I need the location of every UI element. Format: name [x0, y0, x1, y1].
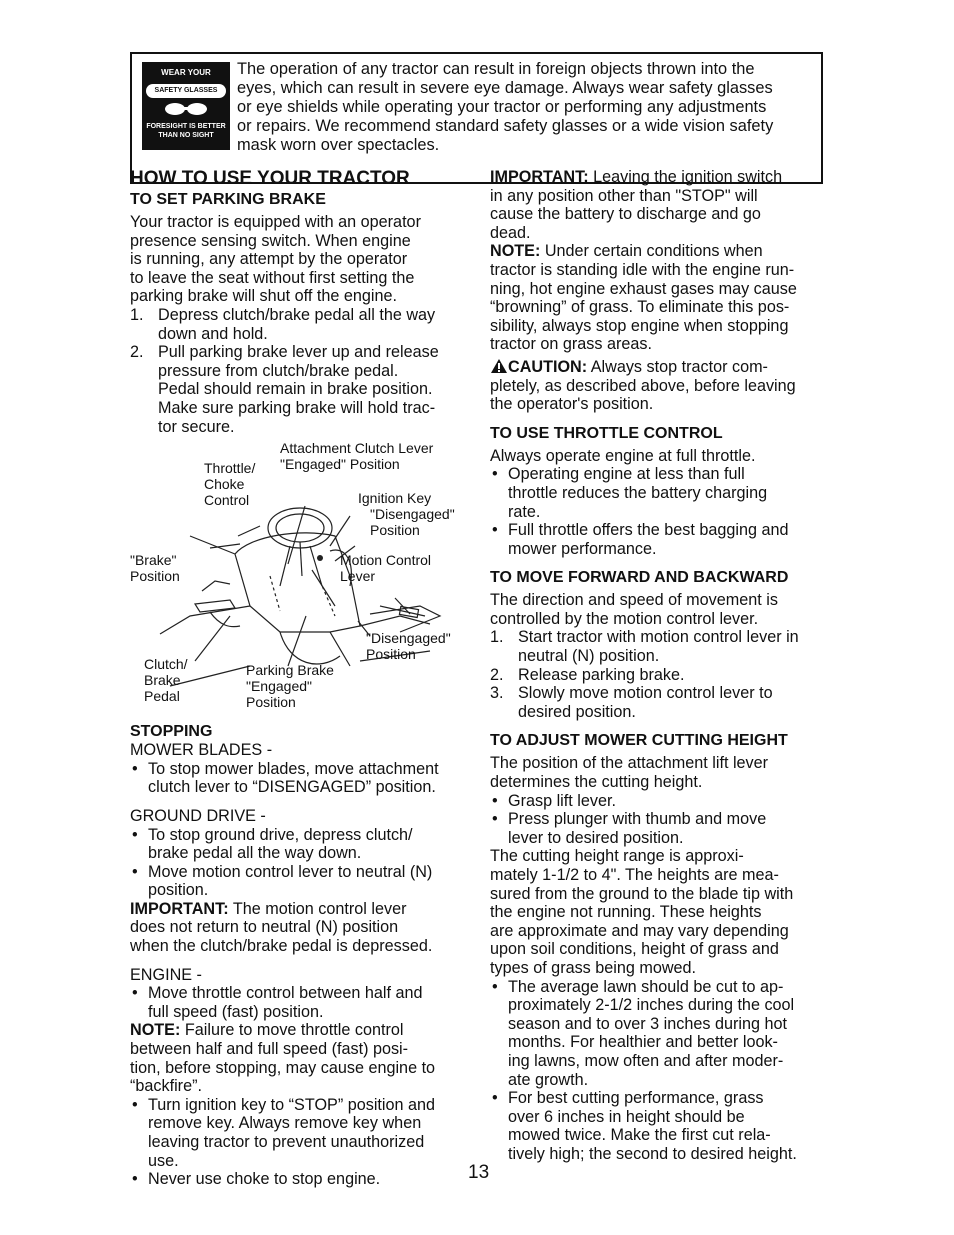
- text-line: To stop ground drive, depress clutch/: [148, 825, 413, 844]
- figure-label-line: Ignition Key: [358, 490, 432, 507]
- ground-drive-heading: GROUND DRIVE -: [130, 806, 266, 825]
- section-title: HOW TO USE YOUR TRACTOR: [130, 168, 410, 189]
- note-right: [490, 242, 830, 354]
- move-step-3: [490, 684, 830, 721]
- cutting-range-text: [490, 847, 830, 977]
- adjust-bullet: [490, 792, 830, 811]
- figure-label-line: Attachment Clutch Lever: [280, 440, 434, 457]
- text-line: when the clutch/brake pedal is depressed.: [130, 937, 433, 956]
- step-number: 1.: [490, 628, 504, 647]
- text-line: season and to over 3 inches during hot: [508, 1014, 787, 1033]
- label-throttle-choke: [204, 460, 255, 508]
- note-label: NOTE:: [130, 1021, 181, 1040]
- text-line: types of grass being mowed.: [490, 958, 697, 977]
- safety-line: mask worn over spectacles.: [237, 136, 440, 154]
- text-line: the engine not running. These heights: [490, 903, 762, 922]
- text-line: The motion control lever: [228, 899, 407, 918]
- bullet-dot: •: [132, 825, 138, 844]
- figure-label-line: "Brake": [130, 552, 177, 569]
- safety-icon-top-text: WEAR YOUR: [161, 68, 211, 77]
- adjust-bullet: [490, 810, 830, 847]
- text-line: over 6 inches in height should be: [508, 1107, 745, 1126]
- safety-line: eyes, which can result in severe eye damage. Always wear safety glasses: [237, 79, 773, 97]
- text-line: down and hold.: [158, 324, 268, 343]
- text-line: Never use choke to stop engine.: [148, 1170, 381, 1189]
- mower-bullet: [130, 760, 470, 797]
- figure-label-line: Position: [366, 646, 416, 663]
- figure-label-line: Throttle/: [204, 460, 256, 477]
- ground-bullet: [130, 826, 470, 863]
- text-line: mately 1-1/2 to 4". The heights are mea-: [490, 866, 779, 884]
- figure-label-line: Position: [130, 568, 180, 585]
- note-label: NOTE:: [490, 242, 541, 261]
- parking-step-2: [130, 343, 470, 436]
- text-line: Start tractor with motion control lever in: [518, 628, 799, 647]
- text-line: leaving tractor to prevent unauthorized: [148, 1133, 425, 1151]
- tractor-controls-figure: [130, 436, 470, 722]
- text-line: clutch lever to “DISENGAGED” position.: [148, 778, 436, 797]
- text-line: tively high; the second to desired height.: [508, 1144, 797, 1163]
- label-attachment-clutch: [280, 440, 433, 472]
- text-line: Make sure parking brake will hold trac-: [158, 398, 436, 417]
- adjust-heading: TO ADJUST MOWER CUTTING HEIGHT: [490, 732, 788, 750]
- text-line: Leaving the ignition switch: [588, 168, 783, 186]
- note-left: [130, 1021, 470, 1095]
- text-line: sured from the ground to the blade tip with: [490, 884, 794, 903]
- parking-brake-text: [130, 213, 470, 306]
- text-line: Operating engine at less than full: [508, 465, 745, 484]
- safety-notice-text: [237, 60, 822, 155]
- figure-label-line: Control: [204, 492, 250, 509]
- mower-blades-heading: MOWER BLADES -: [130, 741, 273, 760]
- text-line: months. For healthier and better look-: [508, 1033, 778, 1052]
- throttle-intro: Always operate engine at full throttle.: [490, 446, 756, 465]
- bullet-dot: •: [492, 521, 498, 540]
- caution-note: [490, 358, 830, 414]
- page-number: 13: [468, 1162, 490, 1183]
- text-line: Failure to move throttle control: [180, 1021, 404, 1040]
- warning-triangle-icon: [490, 358, 508, 374]
- text-line: throttle reduces the battery charging: [508, 483, 768, 502]
- text-line: Your tractor is equipped with an operator: [130, 213, 421, 231]
- bullet-dot: •: [132, 759, 138, 778]
- step-number: 2.: [130, 343, 144, 362]
- text-line: ing lawns, mow often and after moder-: [508, 1051, 784, 1070]
- text-line: tractor is standing idle with the engine run-: [490, 260, 795, 279]
- figure-label-line: Parking Brake: [246, 662, 334, 679]
- left-column: [130, 168, 470, 1189]
- step-number: 1.: [130, 305, 144, 324]
- text-line: Move throttle control between half and: [148, 984, 423, 1003]
- figure-label-line: Lever: [340, 568, 376, 585]
- stopping-heading: STOPPING: [130, 723, 213, 741]
- text-line: tion, before stopping, may cause engine to: [130, 1058, 436, 1077]
- text-line: To stop mower blades, move attachment: [148, 759, 439, 778]
- text-line: Under certain conditions when: [540, 242, 763, 261]
- goggles-icon: [164, 102, 208, 116]
- label-clutch-brake-pedal: [144, 656, 188, 704]
- engine-heading: ENGINE -: [130, 965, 202, 984]
- text-line: Pedal should remain in brake position.: [158, 380, 433, 399]
- move-step-1: [490, 628, 830, 665]
- important-label: IMPORTANT:: [130, 899, 229, 918]
- figure-label-line: Brake: [144, 672, 181, 689]
- text-line: pletely, as described above, before leaving: [490, 376, 796, 395]
- figure-label-line: "Engaged" Position: [280, 456, 400, 473]
- final-bullet: [130, 1170, 470, 1189]
- text-line: determines the cutting height.: [490, 773, 703, 792]
- engine-bullet: [130, 984, 470, 1021]
- text-line: presence sensing switch. When engine: [130, 231, 411, 250]
- right-column: [490, 168, 830, 1164]
- text-line: Always stop tractor com-: [587, 357, 768, 376]
- figure-label-line: Choke: [204, 476, 245, 493]
- ground-bullet: [130, 863, 470, 900]
- text-line: brake pedal all the way down.: [148, 844, 362, 863]
- label-parking-brake: [246, 662, 334, 710]
- safety-icon-bottom-text: FORESIGHT IS BETTER THAN NO SIGHT: [146, 123, 226, 139]
- ignition-key-icon: [317, 555, 323, 561]
- safety-notice-box: [130, 52, 823, 184]
- text-line: “browning” of grass. To eliminate this pos-: [490, 298, 790, 317]
- text-line: neutral (N) position.: [518, 647, 660, 666]
- text-line: The direction and speed of movement is: [490, 591, 778, 610]
- text-line: “backfire”.: [130, 1077, 202, 1096]
- bullet-dot: •: [132, 862, 138, 881]
- text-line: ate growth.: [508, 1070, 589, 1089]
- safety-line: The operation of any tractor can result in foreign objects thrown into the: [237, 60, 755, 78]
- label-brake-position: [130, 552, 180, 584]
- caution-label: CAUTION:: [508, 357, 588, 376]
- text-line: are approximate and may vary depending: [490, 921, 789, 940]
- figure-label-line: "Engaged": [246, 678, 312, 695]
- move-heading: TO MOVE FORWARD AND BACKWARD: [490, 569, 789, 587]
- label-ignition-key: [358, 490, 455, 538]
- bullet-dot: •: [492, 1089, 498, 1108]
- text-line: Slowly move motion control lever to: [518, 684, 773, 703]
- text-line: Move motion control lever to neutral (N): [148, 862, 433, 881]
- parking-brake-heading: TO SET PARKING BRAKE: [130, 191, 326, 208]
- text-line: mowed twice. Make the first cut rela-: [508, 1126, 771, 1145]
- lawn-bullet: [490, 978, 830, 1090]
- throttle-heading: TO USE THROTTLE CONTROL: [490, 424, 723, 442]
- figure-label-line: Pedal: [144, 688, 180, 705]
- text-line: Depress clutch/brake pedal all the way: [158, 305, 436, 324]
- text-line: Pull parking brake lever up and release: [158, 343, 439, 362]
- text-line: For best cutting performance, grass: [508, 1089, 764, 1108]
- text-line: proximately 2-1/2 inches during the cool: [508, 996, 795, 1015]
- label-disengaged-position: [366, 630, 451, 662]
- important-label: IMPORTANT:: [490, 168, 589, 186]
- throttle-bullet: [490, 521, 830, 558]
- safety-icon-middle-text: SAFETY GLASSES: [146, 84, 226, 98]
- move-text: [490, 591, 830, 628]
- text-line: Press plunger with thumb and move: [508, 810, 767, 829]
- text-line: upon soil conditions, height of grass and: [490, 940, 779, 959]
- final-bullet: [130, 1096, 470, 1170]
- figure-label-line: Position: [370, 522, 420, 539]
- figure-label-line: Position: [246, 694, 296, 711]
- text-line: position.: [148, 881, 209, 900]
- parking-step-1: [130, 306, 470, 343]
- text-line: is running, any attempt by the operator: [130, 250, 408, 269]
- text-line: Release parking brake.: [518, 665, 685, 684]
- text-line: cause the battery to discharge and go: [490, 205, 761, 224]
- adjust-text: [490, 754, 830, 791]
- text-line: tor secure.: [158, 417, 235, 436]
- text-line: The cutting height range is approxi-: [490, 847, 744, 866]
- bullet-dot: •: [492, 791, 498, 810]
- text-line: Grasp lift lever.: [508, 791, 616, 810]
- important-note-left: [130, 900, 470, 956]
- text-line: rate.: [508, 502, 541, 521]
- text-line: full speed (fast) position.: [148, 1002, 324, 1021]
- safety-line: or eye shields while operating your tractor or performing any adjustments: [237, 98, 767, 116]
- step-number: 3.: [490, 684, 504, 703]
- throttle-bullet: [490, 465, 830, 521]
- text-line: mower performance.: [508, 539, 657, 558]
- text-line: lever to desired position.: [508, 828, 684, 847]
- text-line: tractor on grass areas.: [490, 335, 652, 354]
- bullet-dot: •: [492, 977, 498, 996]
- text-line: remove key. Always remove key when: [148, 1114, 422, 1133]
- text-line: does not return to neutral (N) position: [130, 918, 399, 937]
- text-line: The average lawn should be cut to ap-: [508, 977, 784, 996]
- label-motion-control: [340, 552, 431, 584]
- bullet-dot: •: [132, 1170, 138, 1189]
- step-number: 2.: [490, 665, 504, 684]
- safety-line: or repairs. We recommend standard safety glasses or a wide vision safety: [237, 117, 774, 135]
- text-line: pressure from clutch/brake pedal.: [158, 361, 399, 380]
- bullet-dot: •: [132, 984, 138, 1003]
- text-line: use.: [148, 1151, 179, 1170]
- figure-label-line: Motion Control: [340, 552, 432, 569]
- text-line: in any position other than "STOP" will: [490, 186, 758, 205]
- bullet-dot: •: [132, 1095, 138, 1114]
- move-step-2: [490, 666, 830, 685]
- text-line: The position of the attachment lift lever: [490, 754, 769, 773]
- figure-label-line: Clutch/: [144, 656, 188, 673]
- text-line: to leave the seat without first setting the: [130, 268, 415, 287]
- text-line: sibility, always stop engine when stopping: [490, 316, 789, 335]
- text-line: the operator's position.: [490, 395, 654, 414]
- text-line: controlled by the motion control lever.: [490, 609, 759, 628]
- important-note-right: [490, 168, 830, 242]
- figure-label-line: "Disengaged": [370, 506, 455, 523]
- bullet-dot: •: [492, 810, 498, 829]
- text-line: dead.: [490, 223, 531, 242]
- text-line: desired position.: [518, 702, 636, 721]
- figure-label-line: "Disengaged": [366, 630, 451, 647]
- safety-glasses-icon: [142, 62, 230, 150]
- text-line: between half and full speed (fast) posi-: [130, 1040, 409, 1059]
- bullet-dot: •: [492, 465, 498, 484]
- text-line: ning, hot engine exhaust gases may cause: [490, 279, 797, 298]
- text-line: parking brake will shut off the engine.: [130, 287, 397, 306]
- text-line: Full throttle offers the best bagging and: [508, 521, 789, 540]
- text-line: Turn ignition key to “STOP” position and: [148, 1095, 436, 1114]
- lawn-bullet: [490, 1089, 830, 1163]
